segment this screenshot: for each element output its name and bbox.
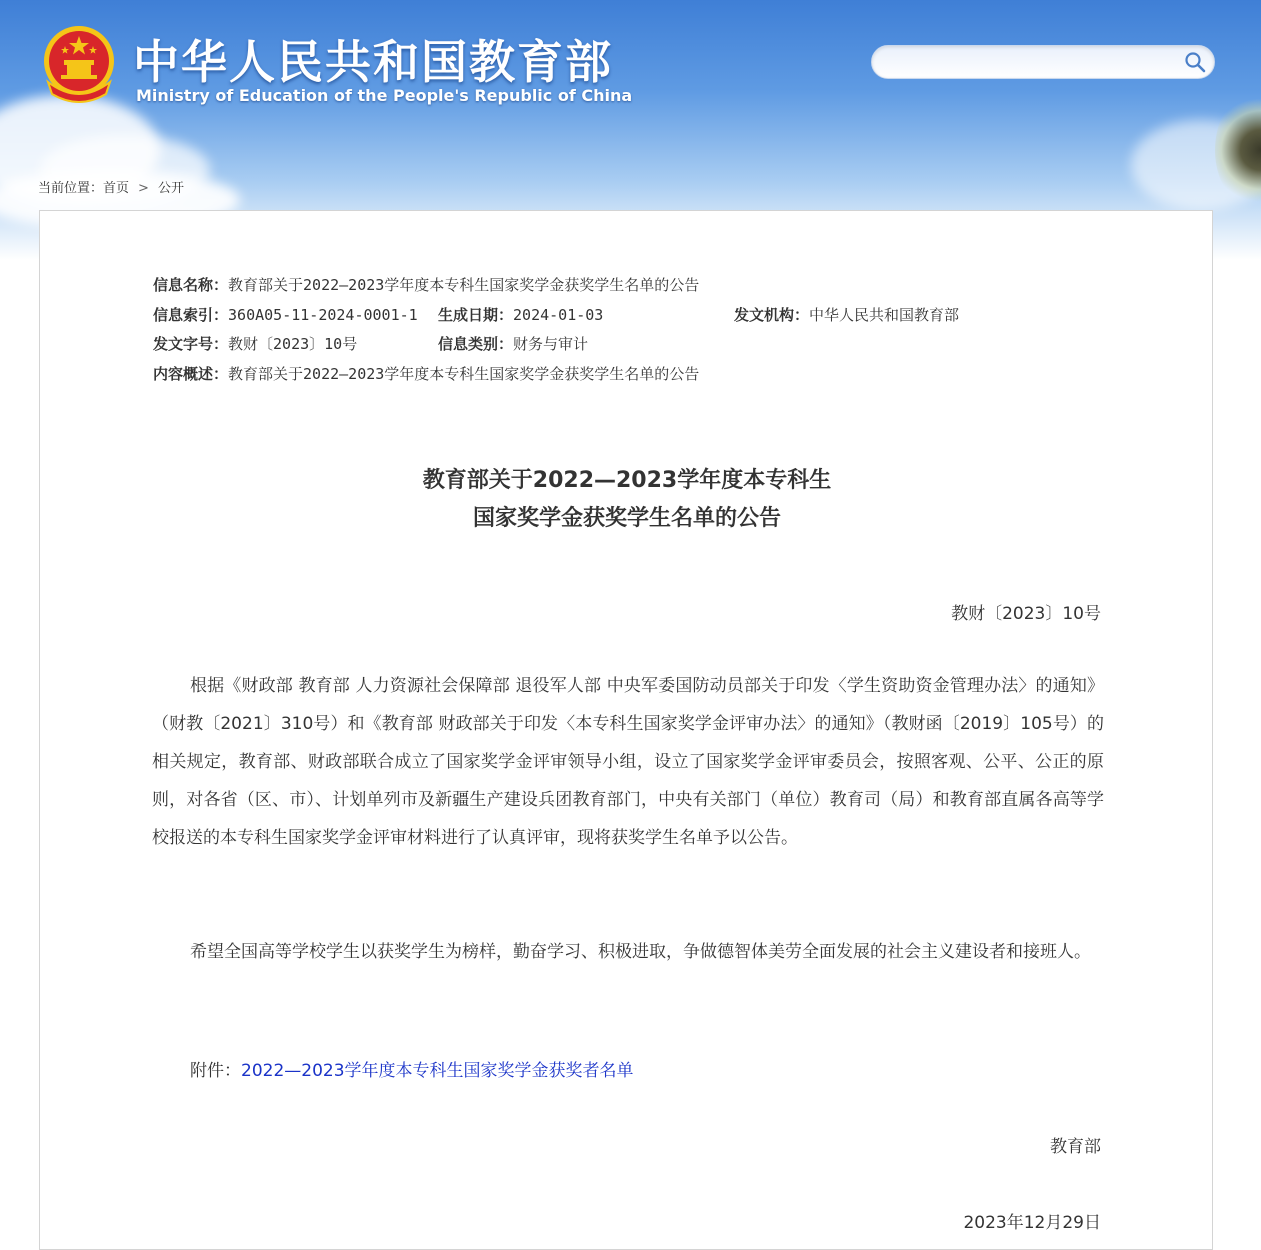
attachment-link[interactable]: 2022—2023学年度本专科生国家奖学金获奖者名单 [241,1061,634,1081]
meta-category [438,333,588,355]
search-input[interactable] [886,50,1170,76]
breadcrumb-prefix: 当前位置： [38,181,104,196]
breadcrumb-public-link[interactable]: 公开 [157,181,184,196]
meta-value: 360A05-11-2024-0001-1 [228,306,418,324]
meta-issuer [734,304,959,326]
article-signer: 教育部 [1050,1137,1101,1157]
article-title-line-1: 教育部关于2022—2023学年度本专科生 [422,468,832,493]
meta-label: 信息名称： [153,276,229,294]
meta-value: 2024-01-03 [513,306,604,324]
meta-doc-no [153,333,357,355]
meta-label: 信息类别： [438,335,514,353]
site-title: 中华人民共和国教育部 [133,35,613,89]
meta-summary [153,363,699,385]
attachment-line [190,1056,634,1081]
breadcrumb [38,177,184,196]
meta-gen-date [438,304,603,326]
article-title-line-2: 国家奖学金获奖学生名单的公告 [472,506,781,531]
article-doc-number: 教财〔2023〕10号 [951,604,1101,624]
search-box [871,45,1215,79]
attachment-label: 附件： [190,1061,241,1081]
meta-info-index [153,304,418,326]
national-emblem-icon[interactable] [40,24,118,104]
meta-label: 信息索引： [153,306,229,324]
meta-value: 中华人民共和国教育部 [809,306,960,324]
meta-value: 教育部关于2022—2023学年度本专科生国家奖学金获奖学生名单的公告 [228,276,700,294]
content-panel [39,210,1213,1250]
article-paragraph: 希望全国高等学校学生以获奖学生为榜样，勤奋学习、积极进取，争做德智体美劳全面发展的社会主义建设者和接班人。 [190,942,1091,962]
meta-label: 发文字号： [153,335,229,353]
meta-info-name [153,274,699,296]
search-icon[interactable] [1184,51,1206,73]
meta-label: 发文机构： [734,306,810,324]
site-subtitle: Ministry of Education of the People's Republic of China [136,86,633,105]
meta-label: 内容概述： [153,365,229,383]
meta-value: 教育部关于2022—2023学年度本专科生国家奖学金获奖学生名单的公告 [228,365,700,383]
article-paragraph: 根据《财政部 教育部 人力资源社会保障部 退役军人部 中央军委国防动员部关于印发〈学生资助资金管理办法〉的通知》（财教〔2021〕310号）和《教育部 财政部关于印发〈本专科生国家奖学金评审办法〉的通知》（教财函〔2019〕105号）的相关规定，教育部、财政部联合成立了国家奖学金评审领导小组，设立了国家奖学金评审委员会，按照客观、公平、公正的原则，对各省（区、市）、计划单列市及新疆生产建设兵团教育部门，中央有关部门（单位）教育司（局）和教育部直属各高等学校报送的本专科生国家奖学金评审材料进行了认真评审，现将获奖学生名单予以公告。 [152,676,1104,848]
breadcrumb-home-link[interactable]: 首页 [103,181,130,196]
meta-label: 生成日期： [438,306,514,324]
article-date: 2023年12月29日 [963,1213,1101,1233]
breadcrumb-separator: > [138,181,149,196]
meta-value: 教财〔2023〕10号 [228,335,358,353]
meta-value: 财务与审计 [513,335,589,353]
